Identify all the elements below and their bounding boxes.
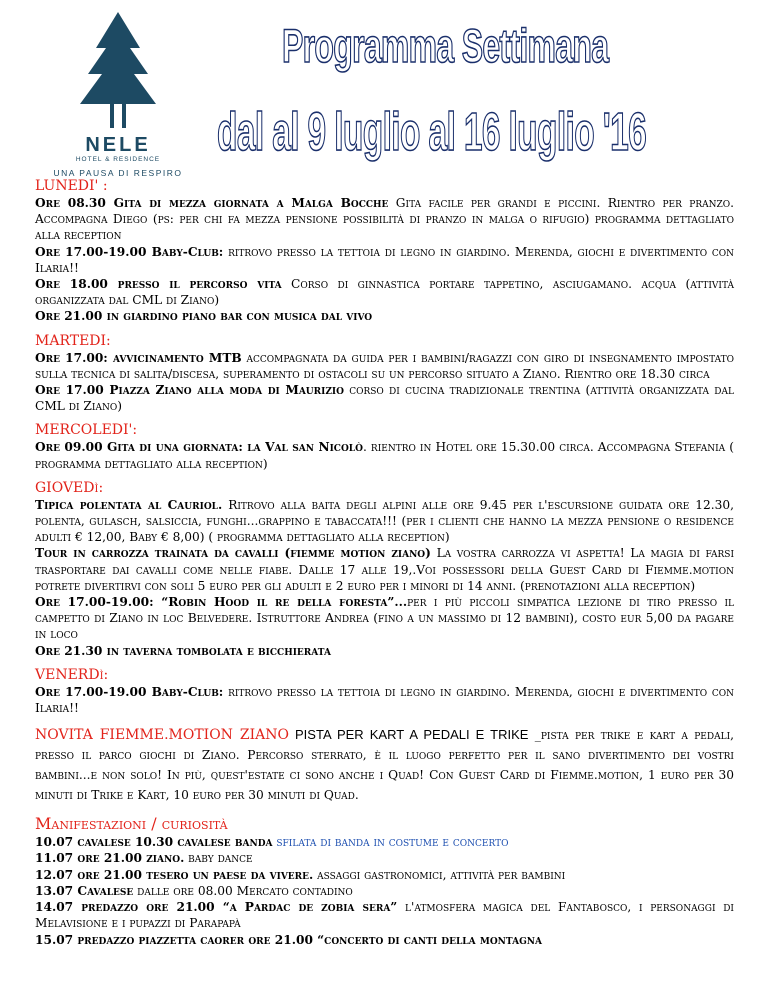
novita-section <box>35 725 734 805</box>
day-heading-friday: VENERDì: <box>35 666 109 683</box>
event-item: 15.07 predazzo piazzetta caorer ore 21.00 “concerto di canti della montagna <box>35 932 542 947</box>
program-item: Ore 17.00: avvicinamento MTB accompagnata da guida per i bambini/ragazzi con giro di insegnamento impostato sulla tecnica di salita/discesa, superamento di ostacoli su un percorso situato a Ziano. Rientro ore 18.30 circa <box>35 350 735 381</box>
day-heading-thursday: GIOVEDì: <box>35 479 104 496</box>
day-heading-wednesday: MERCOLEDI': <box>35 422 138 439</box>
event-item: 10.07 cavalese 10.30 cavalese banda sfilata di banda in costume e concerto <box>35 835 509 850</box>
event-item: 12.07 ore 21.00 tesero un paese da vivere. assaggi gastronomici, attività per bambini <box>35 867 566 882</box>
program-item: Ore 17.00-19.00 Baby-Club: ritrovo presso la tettoia di legno in giardino. Merenda, giochi e divertimento con Ilaria!! <box>35 684 734 716</box>
hotel-logo <box>48 8 188 178</box>
program-item: Ore 17.00-19.00: “Robin Hood il re della foresta”...per i più piccoli simpatica lezione di tiro presso il campetto di Ziano in loc Belvedere. Istruttore Andrea (fino a un massimo di 12 bambini), costo eur 5,00 da pagare in loco <box>35 595 735 642</box>
program-item: Ore 08.30 Gita di mezza giornata a Malga Bocche Gita facile per grandi e piccini. Rientro per pranzo. Accompagna Diego (ps: per chi fa mezza pensione possibilità di pranzo in malga o rifugio) programma dettagliato alla reception <box>35 196 734 243</box>
event-item: 13.07 Cavalese dalle ore 08.00 Mercato contadino <box>35 883 353 898</box>
program-item: Ore 09.00 Gita di una giornata: la Val san Nicolò. rientro in Hotel ore 15.30.00 circa. Accompagna Stefania ( programma dettagliato alla reception) <box>35 440 734 471</box>
logo-tagline: UNA PAUSA DI RESPIRO <box>53 168 183 178</box>
day-heading-tuesday: MARTEDI: <box>35 332 111 349</box>
novita-title: PISTA PER KART A PEDALI E TRIKE <box>288 727 529 743</box>
manifestazioni-heading: Manifestazioni / curiosità <box>35 814 228 834</box>
program-item: Ore 17.00 Piazza Ziano alla moda di Maurizio corso di cucina tradizionale trentina (attività organizzata dal CML di Ziano) <box>35 383 734 414</box>
program-item: Ore 21.00 in giardino piano bar con musica dal vivo <box>35 309 373 324</box>
novita-label: NOVITA FIEMME.MOTION ZIANO <box>35 727 289 744</box>
program-item: Ore 21.30 in taverna tombolata e bicchierata <box>35 643 331 658</box>
event-item: 11.07 ore 21.00 ziano. baby dance <box>35 851 253 866</box>
logo-brand: NELE <box>85 134 151 156</box>
pine-tree-icon <box>48 8 188 138</box>
program-item: Ore 18.00 presso il percorso vita Corso di ginnastica portare tappetino, asciugamano. acqua (attività organizzata dal CML di Ziano) <box>35 277 734 308</box>
logo-brand-sub: HOTEL & RESIDENCE <box>75 156 161 163</box>
day-heading-monday: LUNEDI' : <box>35 178 108 194</box>
page-title-line1: Programma Settimana <box>282 19 609 72</box>
weekly-program <box>35 177 734 948</box>
program-item: Ore 17.00-19.00 Baby-Club: ritrovo presso la tettoia di legno in giardino. Merenda, giochi e divertimento con Ilaria!! <box>35 244 734 275</box>
page-title-line2: dal al 9 luglio al 16 luglio '16 <box>217 102 647 162</box>
event-item: 14.07 predazzo ore 21.00 “a Pardac de zobia sera” l'atmosfera magica del Fantabosco, i personaggi di Melavisione e i pupazzi di Parapapà <box>35 900 734 931</box>
program-item: Tour in carrozza trainata da cavalli (fiemme motion ziano) La vostra carrozza vi aspetta! La magia di farsi trasportare dai cavalli come nelle fiabe. Dalle 17 alle 19,.Voi possessori della Guest Card di Fiemme.motion potrete divertirvi con soli 5 euro per gli adulti e 2 euro per i minori di 14 anni. (prenotazioni alla reception) <box>35 546 734 593</box>
novita-text: _pista per trike e kart a pedali, presso il parco giochi di Ziano. Percorso sterrato, è il luogo perfetto per il sano divertimento dei vostri bambini...e non solo! In più, quest'estate ci sono anche i Quad! Con Guest Card di Fiemme.motion, 1 euro per 30 minuti di Trike e Kart, 10 euro per 30 minuti di Quad. <box>35 728 734 803</box>
program-item: Tipica polentata al Cauriol. Ritrovo alla baita degli alpini alle ore 9.45 per l'escursione guidata ore 12.30, polenta, gulasch, salsiccia, funghi...grappino e tabaccata!!! (per i clienti che hanno la mezza pensione o residence adulti € 12,00, Baby € 8,00) ( programma dettagliato alla reception) <box>35 497 734 545</box>
